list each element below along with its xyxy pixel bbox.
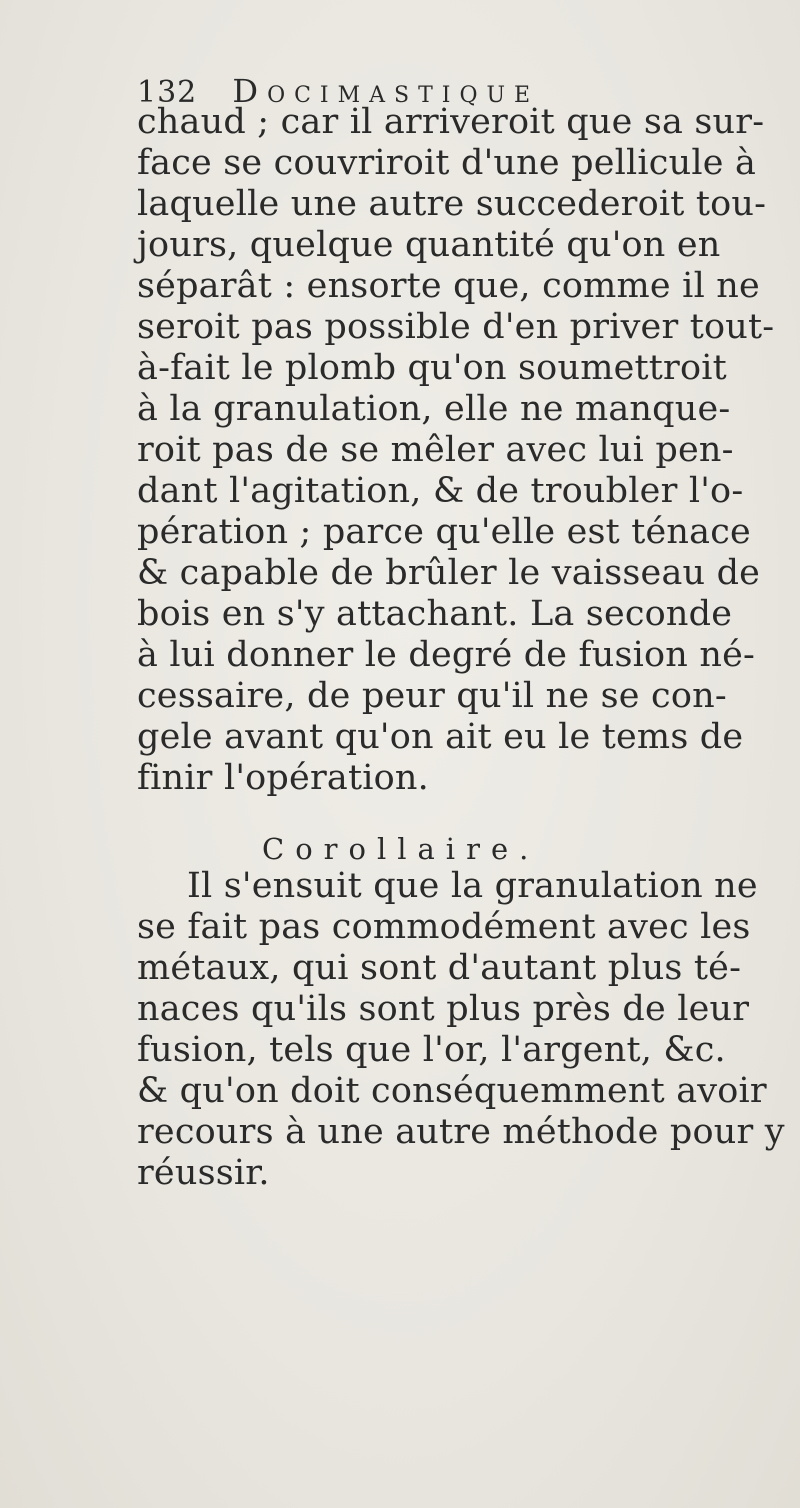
running-title: Docimastique	[232, 72, 540, 110]
section-heading: Corollaire.	[262, 832, 540, 866]
text-line: & qu'on doit conséquemment avoir	[137, 1071, 767, 1111]
paragraph-1	[137, 102, 775, 799]
text-line: métaux, qui sont d'autant plus té-	[137, 948, 742, 988]
text-line: seroit pas possible d'en priver tout-	[137, 307, 775, 347]
text-line: recours à une autre méthode pour y	[137, 1112, 785, 1152]
text-line: pération ; parce qu'elle est ténace	[137, 512, 751, 552]
text-line: finir l'opération.	[137, 758, 429, 798]
text-line: naces qu'ils sont plus près de leur	[137, 989, 750, 1029]
text-line: face se couvriroit d'une pellicule à	[137, 143, 757, 183]
text-line: bois en s'y attachant. La seconde	[137, 594, 733, 634]
text-line: laquelle une autre succederoit tou-	[137, 184, 767, 224]
text-line: gele avant qu'on ait eu le tems de	[137, 717, 744, 757]
text-line: & capable de brûler le vaisseau de	[137, 553, 761, 593]
page-number: 132	[137, 75, 198, 110]
text-line: à lui donner le degré de fusion né-	[137, 635, 756, 675]
text-line: à-fait le plomb qu'on soumettroit	[137, 348, 727, 388]
text-line: réussir.	[137, 1153, 270, 1193]
text-line: roit pas de se mêler avec lui pen-	[137, 430, 734, 470]
text-line: Il s'ensuit que la granulation ne	[187, 866, 758, 906]
text-line: à la granulation, elle ne manque-	[137, 389, 731, 429]
text-line: jours, quelque quantité qu'on en	[137, 225, 721, 265]
text-line: chaud ; car il arriveroit que sa sur-	[137, 102, 765, 142]
text-line: cessaire, de peur qu'il ne se con-	[137, 676, 727, 716]
text-line: fusion, tels que l'or, l'argent, &c.	[137, 1030, 726, 1070]
text-line: dant l'agitation, & de troubler l'o-	[137, 471, 744, 511]
text-line: se fait pas commodément avec les	[137, 907, 751, 947]
paragraph-2	[137, 866, 785, 1194]
text-line: séparât : ensorte que, comme il ne	[137, 266, 760, 306]
